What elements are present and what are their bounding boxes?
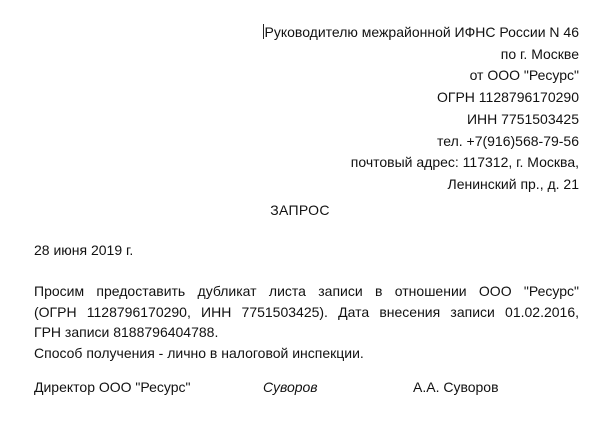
body-line: Просим предоставить дубликат листа записи в отношении ООО "Ресурс" [34, 283, 579, 299]
document-date: 28 июня 2019 г. [34, 242, 134, 258]
body-line: ГРН записи 8188796404788. [34, 324, 219, 340]
addressee-line [263, 22, 579, 44]
addressee-block [263, 22, 579, 196]
document-body [34, 281, 579, 363]
signatory-name: А.А. Суворов [413, 379, 499, 395]
addressee-postal-address: почтовый адрес: 117312, г. Москва, [350, 154, 579, 171]
text-cursor [263, 24, 264, 39]
signature-row [34, 379, 579, 399]
document-title: ЗАПРОС [270, 202, 330, 218]
addressee-city: по г. Москве [500, 45, 579, 62]
addressee-sender: от ООО "Ресурс" [469, 67, 579, 84]
body-line: Способ получения - лично в налоговой инспекции. [34, 344, 364, 361]
addressee-recipient: Руководителю межрайонной ИФНС России N 46 [264, 24, 579, 40]
addressee-inn: ИНН 7751503425 [466, 110, 579, 127]
addressee-street: Ленинский пр., д. 21 [447, 175, 579, 192]
addressee-phone: тел. +7(916)568-79-56 [437, 132, 579, 149]
signatory-position: Директор ООО "Ресурс" [34, 379, 191, 395]
handwritten-signature: Суворов [263, 379, 318, 395]
addressee-ogrn: ОГРН 1128796170290 [437, 89, 579, 106]
body-line: (ОГРН 1128796170290, ИНН 7751503425). Дата внесения записи 01.02.2016, [34, 303, 579, 320]
